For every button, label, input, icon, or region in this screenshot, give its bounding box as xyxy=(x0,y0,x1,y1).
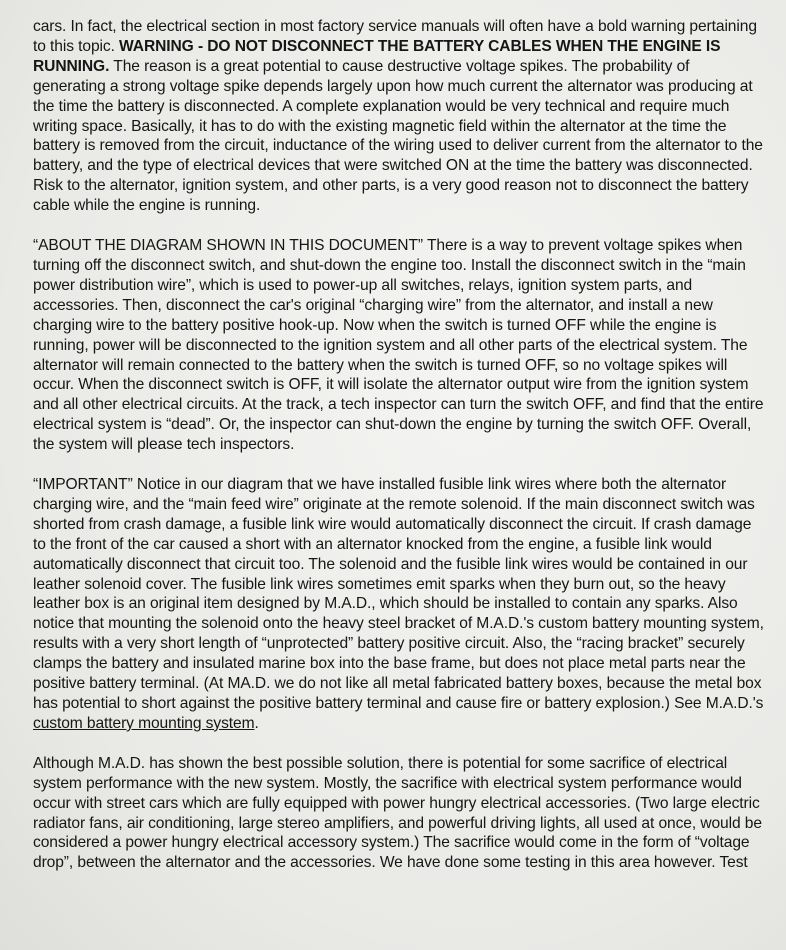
paragraph-important xyxy=(33,475,766,734)
paragraph-text: “IMPORTANT” Notice in our diagram that we have installed fusible link wires where both the alternator charging wire, and the “main feed wire” originate at the remote solenoid. If the main disconnect switch was shorted from crash damage, a fusible link wire would automatically disconnect the circuit. If crash damage to the front of the car caused a short with an alternator knocked from the engine, a fusible link would automatically disconnect that circuit too. The solenoid and the fusible link wires would be contained in our leather solenoid cover. The fusible link wires sometimes emit sparks when they burn out, so the heavy leather box is an original item designed by M.A.D., which should be installed to contain any sparks. Also notice that mounting the solenoid onto the heavy steel bracket of M.A.D.'s custom battery mounting system, results with a very short length of “unprotected” battery positive circuit. Also, the “racing bracket” securely clamps the battery and insulated marine box into the base frame, but does not place metal parts near the positive battery terminal. (At MA.D. we do not like all metal fabricated battery boxes, because the metal box has potential to short against the positive battery terminal and cause fire or battery explosion.) See M.A.D.'s xyxy=(33,476,764,712)
paragraph-text: cars. In fact, the electrical section in most factory service manuals will often have a bold warning pertaining to this topic. xyxy=(33,18,757,55)
paragraph-performance xyxy=(33,754,766,873)
paragraph-text: “ABOUT THE DIAGRAM SHOWN IN THIS DOCUMENT” There is a way to prevent voltage spikes when turning off the disconnect switch, and shut-down the engine too. Install the disconnect switch in the “main power distribution wire”, which is used to power-up all switches, relays, ignition system parts, and accessories. Then, disconnect the car's original “charging wire” from the alternator, and install a new charging wire to the battery positive hook-up. Now when the switch is turned OFF while the engine is running, power will be disconnected to the ignition system and all other parts of the electrical system. The alternator will remain connected to the battery when the switch is turned OFF, so no voltage spikes will occur. When the disconnect switch is OFF, it will isolate the alternator output wire from the ignition system and all other electrical circuits. At the track, a tech inspector can turn the switch OFF, and find that the entire electrical system is “dead”. Or, the inspector can shut-down the engine by turning the switch OFF. Overall, the system will please tech inspectors. xyxy=(33,237,764,454)
paragraph-text: Although M.A.D. has shown the best possible solution, there is potential for some sacrifice of electrical system performance with the new system. Mostly, the sacrifice with electrical system performance would occur with street cars which are fully equipped with power hungry electrical accessories. (Two large electric radiator fans, air conditioning, large stereo amplifiers, and powerful driving lights, all used at once, would be considered a power hungry electrical accessory system.) The sacrifice would come in the form of “voltage drop”, between the alternator and the accessories. We have done some testing in this area however. Test xyxy=(33,754,762,872)
paragraph-battery-warning xyxy=(33,17,766,216)
paragraph-about-diagram xyxy=(33,236,766,455)
paragraph-text: The reason is a great potential to cause destructive voltage spikes. The probability of generating a strong voltage spike depends largely upon how much current the alternator was producing at the time the battery is disconnected. A complete explanation would be very technical and require much writing space. Basically, it has to do with the existing magnetic field within the alternator at the time the battery is removed from the circuit, inductance of the wiring used to deliver current from the alternator to the battery, and the type of electrical devices that were switched ON at the time the battery was disconnected. Risk to the alternator, ignition system, and other parts, is a very good reason not to disconnect the battery cable while the engine is running. xyxy=(33,57,763,215)
paragraph-text: . xyxy=(254,714,259,732)
warning-text: WARNING - DO NOT DISCONNECT THE BATTERY CABLES WHEN THE ENGINE IS RUNNING. xyxy=(33,37,721,75)
document-page xyxy=(33,17,766,893)
custom-battery-mounting-link[interactable]: custom battery mounting system xyxy=(33,714,255,732)
